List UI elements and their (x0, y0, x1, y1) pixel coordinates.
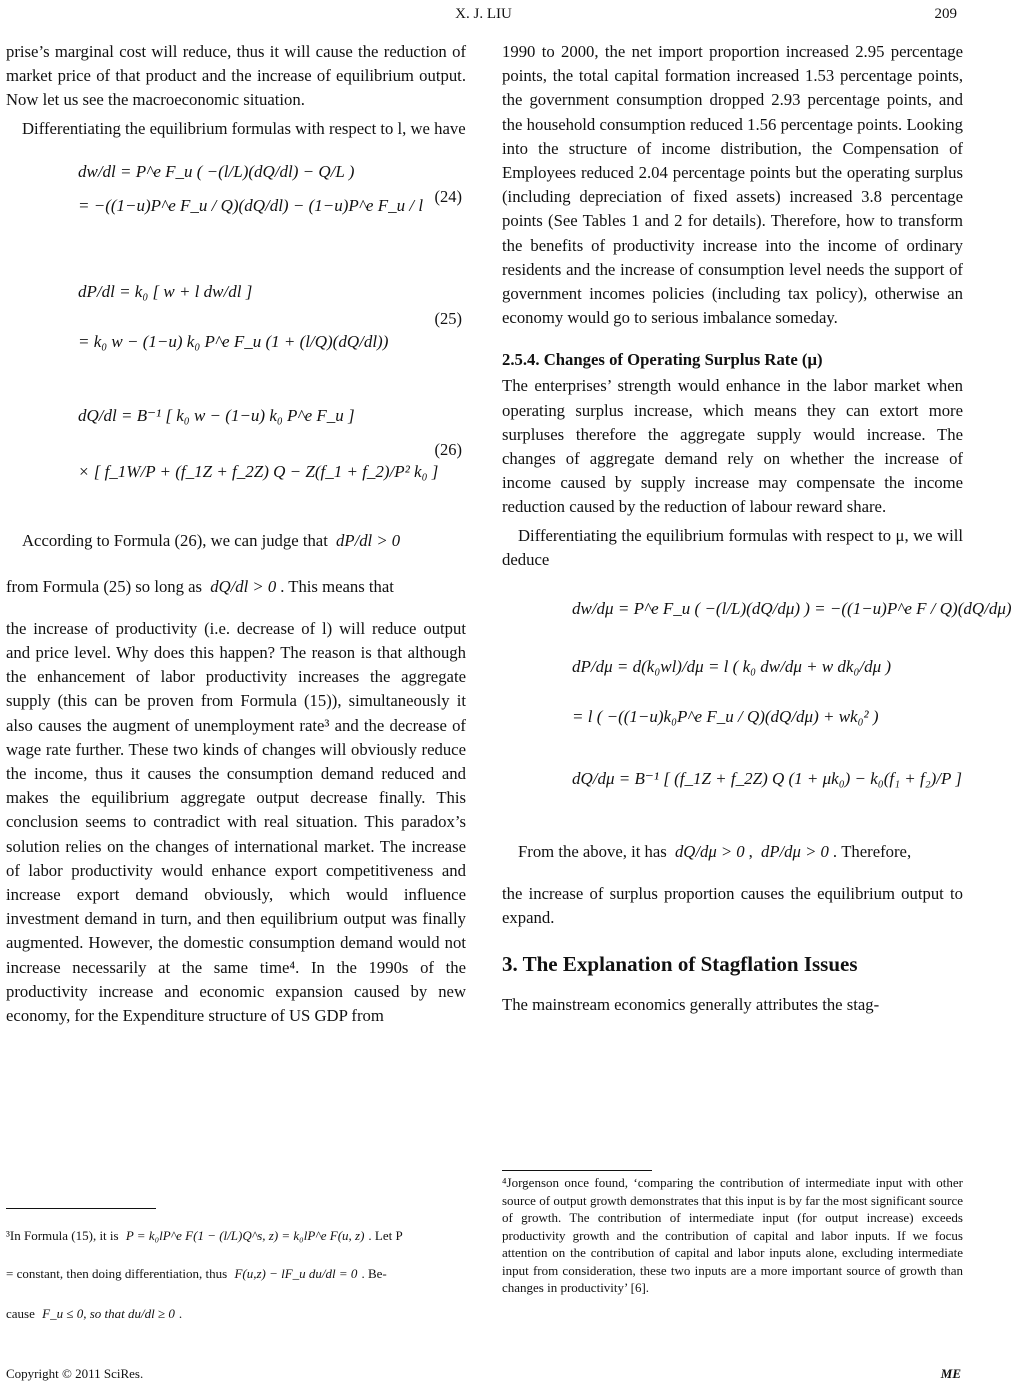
text: , (748, 842, 753, 862)
equation-number: (24) (434, 186, 462, 206)
footnote-4 (502, 1174, 963, 1297)
equation-26 (6, 385, 466, 515)
inline-equation: F(u,z) − lF_u du/dl = 0 (234, 1266, 358, 1281)
equation-line: dw/dμ = P^e F_u ( −(l/L)(dQ/dμ) ) = −((1−u)P^e F / Q)(dQ/dμ) (572, 599, 1012, 619)
text: = constant, then doing differentiation, thus (6, 1266, 228, 1281)
page-number: 209 (934, 6, 957, 22)
paragraph: the increase of surplus proportion causes the equilibrium output to expand. (502, 884, 963, 928)
journal-abbrev: ME (940, 1366, 961, 1381)
footnote-rule (502, 1170, 652, 1171)
page-footer (6, 1366, 961, 1382)
equation-line: dw/dl = P^e F_u ( −(l/L)(dQ/dl) − Q/L ) (78, 161, 355, 181)
equation-line: dP/dl = k₀ [ w + l dw/dl ] (78, 281, 253, 301)
footnote-line (6, 1294, 460, 1334)
paragraph: prise’s marginal cost will reduce, thus it will cause the reduction of market price of that product and the increase of equilibrium output. Now let us see the macroeconomic situation. (6, 42, 466, 110)
text: cause (6, 1306, 35, 1321)
section-heading: 2.5.4. Changes of Operating Surplus Rate (μ) (502, 350, 823, 370)
text: According to Formula (26), we can judge that (22, 530, 328, 550)
paragraph (6, 563, 466, 611)
running-title: X. J. LIU (455, 6, 512, 22)
footnote-rule (6, 1208, 156, 1209)
text: . Therefore, (832, 842, 912, 862)
footnote-line (6, 1254, 460, 1294)
text: . Be- (361, 1266, 387, 1281)
equation-line: dP/dμ = d(k₀wl)/dμ = l ( k₀ dw/dμ + w dk₀/dμ ) (572, 657, 892, 677)
equation-line: dQ/dl = B⁻¹ [ k₀ w − (1−u) k₀ P^e F_u ] (78, 405, 355, 425)
equation-line: dQ/dμ = B⁻¹ [ (f_1Z + f_2Z) Q (1 + μk₀) − k₀(f₁ + f₂)/P ] (572, 769, 962, 789)
equation-number: (26) (434, 439, 462, 459)
right-column (502, 40, 1012, 1018)
text: ³In Formula (15), it is (6, 1228, 119, 1243)
paragraph: Differentiating the equilibrium formulas with respect to l, we have (22, 118, 466, 138)
footnote-text: ⁴Jorgenson once found, ‘comparing the contribution of intermediate input with other source of output growth demonstrates that this input is by far the most significant source of growth. The contribution of intermediate input (for output increase) exceeds productivity growth and the contribution of capital and labor inputs. If we focus attention on the contribution of capital and labor inputs alone, excluding intermediate input from consideration, these two inputs are a more important source of growth than changes in productivity’ [6]. (502, 1175, 963, 1295)
paragraph: Differentiating the equilibrium formulas with respect to μ, we will deduce (502, 525, 963, 569)
text: from Formula (25) so long as (6, 576, 203, 596)
section-title: 3. The Explanation of Stagflation Issues (502, 952, 858, 977)
equation-line: × [ f_1W/P + (f_1Z + f_2Z) Q − Z(f_1 + f_2)/P² k₀ ] (78, 461, 439, 481)
equation-line: = k₀ w − (1−u) k₀ P^e F_u (1 + (l/Q)(dQ/dl)) (78, 331, 389, 351)
equation-24 (6, 147, 466, 247)
equation-25 (6, 259, 466, 379)
text: . Let P (368, 1228, 403, 1243)
text: . (178, 1306, 183, 1321)
inline-equation: dP/dμ > 0 (761, 842, 829, 862)
paragraph: The mainstream economics generally attributes the stag- (502, 995, 880, 1015)
equation-number: (25) (434, 308, 462, 328)
inline-equation: dQ/dl > 0 (210, 576, 277, 596)
left-column (6, 40, 466, 1028)
text: From the above, it has (518, 842, 667, 862)
inline-equation: dQ/dμ > 0 (674, 842, 745, 862)
copyright: Copyright © 2011 SciRes. (6, 1366, 144, 1381)
paragraph (502, 828, 963, 876)
inline-equation: P = k₀lP^e F(1 − (l/L)Q^s, z) = k₀lP^e F(u, z) (125, 1228, 365, 1243)
inline-equation: dP/dl > 0 (336, 530, 401, 550)
equation-line: = l ( −((1−u)k₀P^e F_u / Q)(dQ/dμ) + wk₀² ) (572, 707, 879, 727)
paragraph: 1990 to 2000, the net import proportion increased 2.95 percentage points, the total capital formation increased 1.53 percentage points, the government consumption dropped 2.93 percentage points, and the household consumption reduced 1.56 percentage points. Looking into the structure of income distribution, the Compensation of Employees reduced 2.04 percentage points but the operating surplus (including depreciation of fixed assets) increased 3.8 percentage points (See Tables 1 and 2 for details). Therefore, how to transform the benefits of productivity increase into the income of ordinary residents and the increase of consumption level needs the support of government incomes policies (including tax policy), otherwise an economy would go to serious imbalance someday. (502, 42, 963, 328)
text: . This means that (280, 576, 394, 596)
equation-group (502, 584, 1012, 806)
paragraph: the increase of productivity (i.e. decrease of l) will reduce output and price level. Why does this happen? The reason is that although the enhancement of labor productivity increases the aggregate supply (this can be proven from Formula (15)), simultaneously it also causes the augment of unemployment rate³ and the decrease of wage rate further. These two kinds of changes will obviously reduce the income, thus it causes the consumption demand reduced and makes the equilibrium aggregate output decrease finally. This conclusion seems to contradict with real situation. This paradox’s solution relies on the changes of international market. The increase of labor productivity would enhance export competitiveness and increase export demand obviously, which would influence investment demand in turn, and then equilibrium output was finally augmented. However, the domestic consumption demand would not increase necessarily at the same time⁴. In the 1990s of the productivity increase and economic expansion caused by new economy, for the Expenditure structure of US GDP from (6, 618, 466, 1026)
paragraph (6, 519, 466, 563)
footnote-3 (6, 1218, 460, 1334)
page-header (0, 6, 967, 30)
paragraph: The enterprises’ strength would enhance in the labor market when operating surplus increase, which means they can extort more surpluses therefore the aggregate supply would increase. The changes of aggregate demand rely on whether the increase of income caused by supply increase may compensate the income reduction caused by the reduction of labour reward share. (502, 376, 963, 517)
inline-equation: F_u ≤ 0, so that du/dl ≥ 0 (42, 1306, 175, 1321)
footnote-line (6, 1218, 460, 1254)
equation-line: = −((1−u)P^e F_u / Q)(dQ/dl) − (1−u)P^e F_u / l (78, 195, 424, 215)
